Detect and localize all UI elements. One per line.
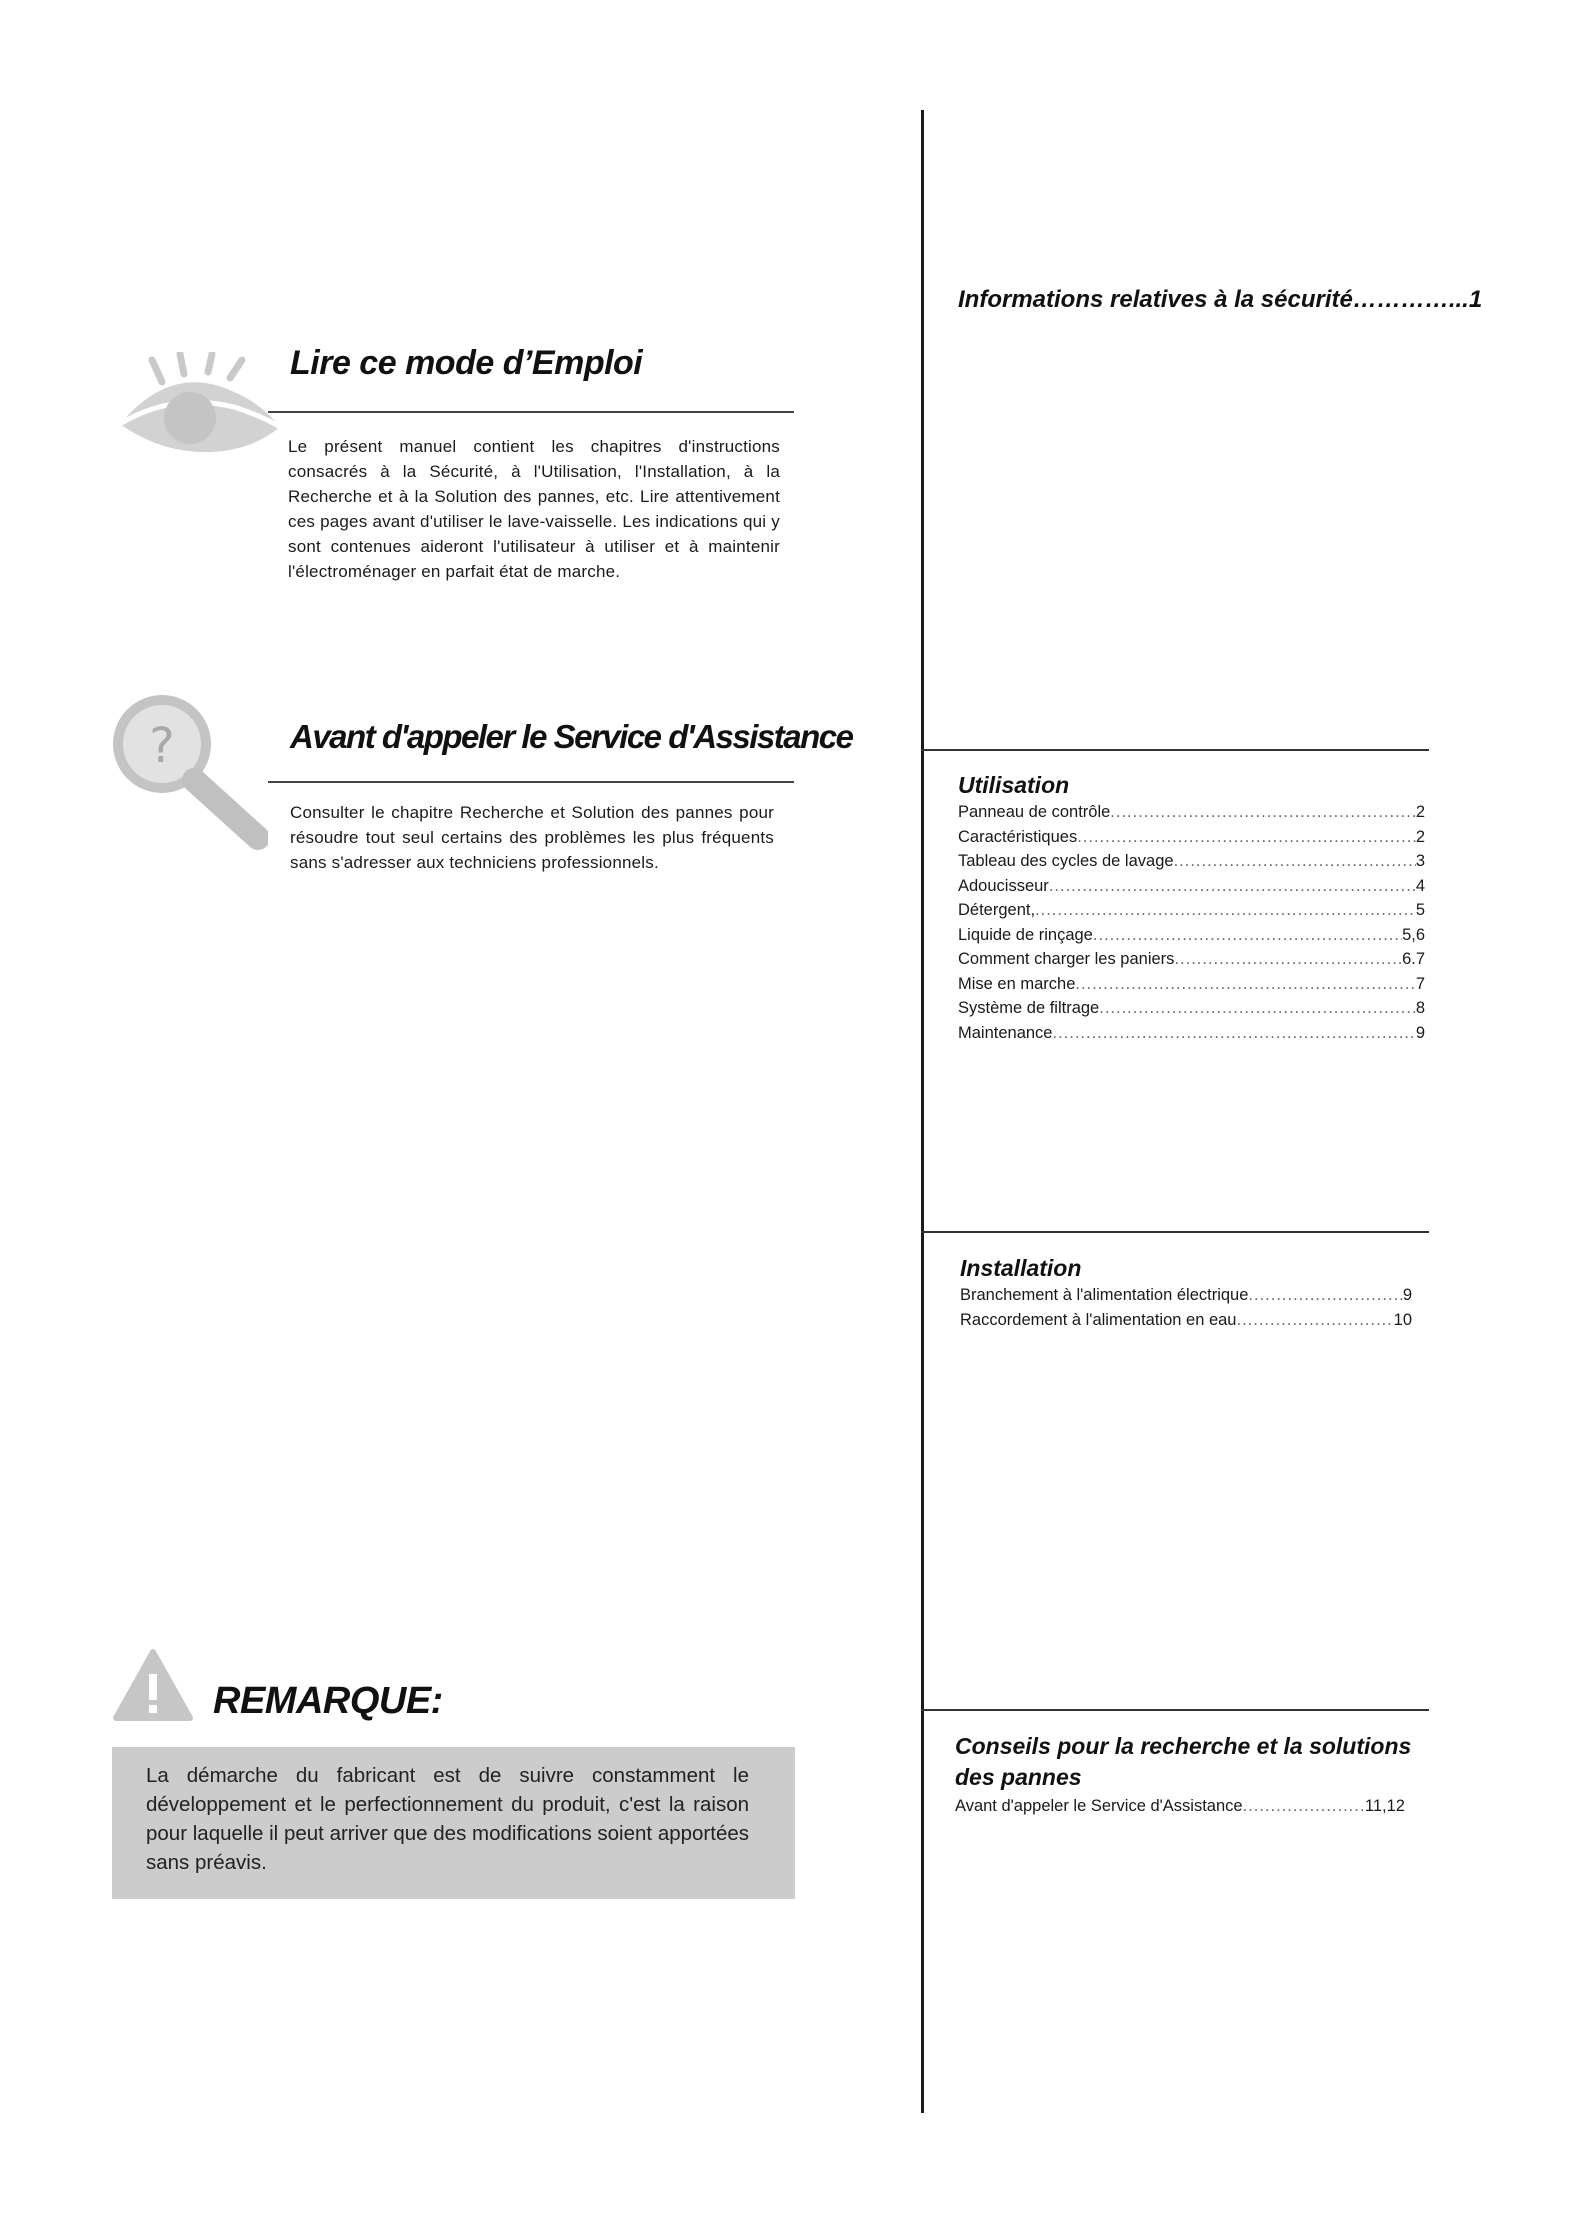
toc-utilisation-heading: Utilisation: [958, 772, 1070, 798]
toc-item: Avant d'appeler le Service d'Assistance ..... 11,12: [955, 1794, 1405, 1819]
svg-text:?: ?: [149, 718, 175, 774]
toc-installation-heading: Installation: [960, 1255, 1082, 1281]
read-manual-text: Le présent manuel contient les chapitres d'instructions consacrés à la Sécurité, à l'Utilisation, l'Installation, à la Recherche et à la Solution des pannes, etc. Lire attentivement ces pages avant d'utiliser le lave-vaisselle. Les indications qui y sont contenues aideront l'utilisateur à utiliser et à maintenir l'électroménager en parfait état de marche.: [288, 437, 780, 581]
divider-utilisation: [921, 749, 1429, 751]
toc-item: Branchement à l'alimentation électrique ..... 9: [960, 1283, 1412, 1308]
toc-item: Adoucisseur ..... 4: [958, 874, 1425, 899]
toc-item: Raccordement à l'alimentation en eau ..... 10: [960, 1308, 1412, 1333]
toc-troubleshooting-heading: Conseils pour la recherche et la solutions des pannes: [955, 1733, 1412, 1790]
toc-item: Mise en marche ..... 7: [958, 972, 1425, 997]
toc-installation-list: [960, 1283, 1412, 1332]
toc-item: Liquide de rinçage ..... 5,6: [958, 923, 1425, 948]
note-box: La démarche du fabricant est de suivre constamment le développement et le perfectionnement du produit, c'est la raison pour laquelle il peut arriver que des modifications soient apportées sans préavis.: [112, 1747, 795, 1899]
before-service-rule: [268, 781, 794, 783]
toc-item: Comment charger les paniers ..... 6.7: [958, 947, 1425, 972]
warning-icon: [112, 1648, 194, 1722]
read-manual-title: Lire ce mode d’Emploi: [290, 344, 643, 382]
divider-installation: [921, 1231, 1429, 1233]
eye-icon: [112, 352, 287, 462]
toc-safety-page: 1: [1468, 286, 1483, 313]
toc-item: Tableau des cycles de lavage ..... 3: [958, 849, 1425, 874]
toc-utilisation-list: [958, 800, 1425, 1045]
toc-troubleshooting-list: [955, 1794, 1405, 1819]
toc-item: Système de filtrage ..... 8: [958, 996, 1425, 1021]
toc-safety-dots: …………...: [1352, 286, 1469, 313]
toc-item: Caractéristiques ..... 2: [958, 825, 1425, 850]
magnifier-question-icon: [108, 690, 268, 850]
divider-troubleshooting: [921, 1709, 1429, 1711]
before-service-title: Avant d'appeler le Service d'Assistance: [290, 718, 853, 755]
toc-safety-entry: [958, 286, 1482, 314]
toc-safety-label: Informations relatives à la sécurité: [958, 286, 1353, 313]
before-service-text: Consulter le chapitre Recherche et Solution des pannes pour résoudre tout seul certains des problèmes les plus fréquents sans s'adresser aux techniciens professionnels.: [290, 803, 774, 872]
toc-item: Panneau de contrôle ..... 2: [958, 800, 1425, 825]
read-manual-rule: [268, 411, 794, 413]
toc-item: Détergent, ..... 5: [958, 898, 1425, 923]
note-title: REMARQUE:: [213, 1680, 443, 1722]
toc-item: Maintenance ..... 9: [958, 1021, 1425, 1046]
column-divider: [921, 110, 924, 2113]
